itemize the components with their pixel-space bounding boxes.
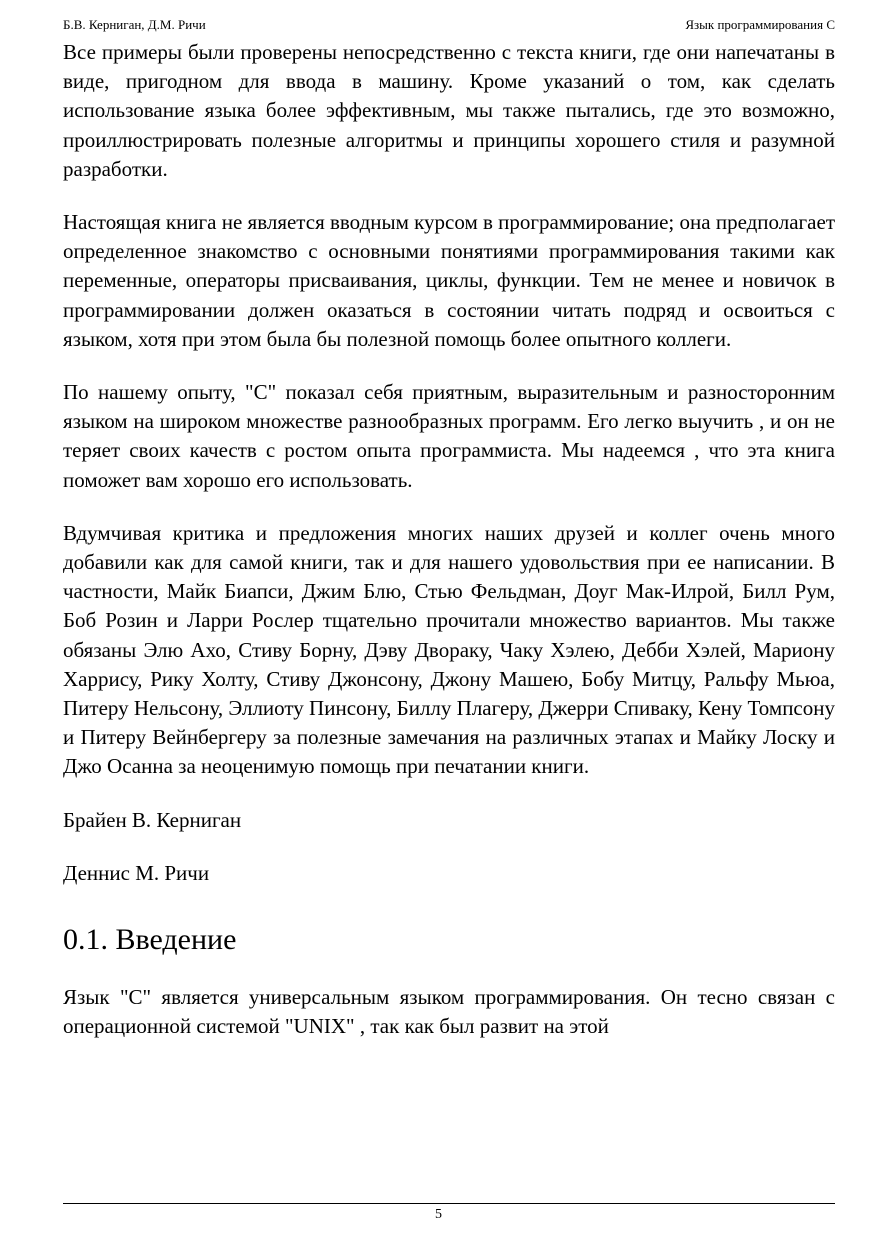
footer-divider (63, 1203, 835, 1204)
page-number: 5 (435, 1207, 442, 1222)
header-authors: Б.В. Керниган, Д.М. Ричи (63, 17, 206, 32)
paragraph-introduction: Язык "C" является универсальным языком программирования. Он тесно связан с операционной системой "UNIX" , так как был развит на этой (63, 985, 835, 1039)
signature-ritchie: Деннис М. Ричи (63, 860, 210, 885)
page-content (63, 38, 835, 1065)
paragraph-acknowledgements: Вдумчивая критика и предложения многих наших друзей и коллег очень много добавили как для самой книги, так и для нашего удовольствия при ее написании. В частности, Майк Биапси, Джим Блю, Стью Фельдман, Доуг Мак-Илрой, Билл Рум, Боб Розин и Ларри Рослер тщательно прочитали множество вариантов. Мы также обязаны Элю Ахо, Стиву Борну, Дэву Двораку, Чаку Хэлею, Дебби Хэлей, Мариону Харрису, Рику Холту, Стиву Джонсону, Джону Машею, Бобу Митцу, Ральфу Мьюа, Питеру Нельсону, Эллиоту Пинсону, Биллу Плагеру, Джерри Спиваку, Кену Томпсону и Питеру Вейнбергеру за полезные замечания на различных этапах и Майку Лоску и Джо Осанна за неоценимую помощь при печатании книги. (63, 520, 835, 779)
section-heading: 0.1. Введение (63, 923, 237, 957)
signature-kernighan: Брайен В. Керниган (63, 807, 242, 832)
header-book-title: Язык программирования С (685, 17, 835, 32)
paragraph-audience: Настоящая книга не является вводным курсом в программирование; она предполагает определенное знакомство с основными понятиями программирования такими как переменные, операторы присваивания, циклы, функции. Тем не менее и новичок в программировании должен оказаться в состоянии читать подряд и освоиться с языком, хотя при этом была бы полезной помощь более опытного коллеги. (63, 210, 835, 351)
paragraph-experience: По нашему опыту, "C" показал себя приятным, выразительным и разносторонним языком на широком множестве разнообразных программ. Его легко выучить , и он не теряет своих качеств с ростом опыта программиста. Мы надеемся , что эта книга поможет вам хорошо его использовать. (63, 380, 835, 492)
running-header (63, 15, 835, 35)
paragraph-examples: Все примеры были проверены непосредственно с текста книги, где они напечатаны в виде, пригодном для ввода в машину. Кроме указаний о том, как сделать использование языка более эффективным, мы также пытались, где это возможно, проиллюстрировать полезные алгоритмы и принципы хорошего стиля и разумной разработки. (63, 40, 835, 181)
